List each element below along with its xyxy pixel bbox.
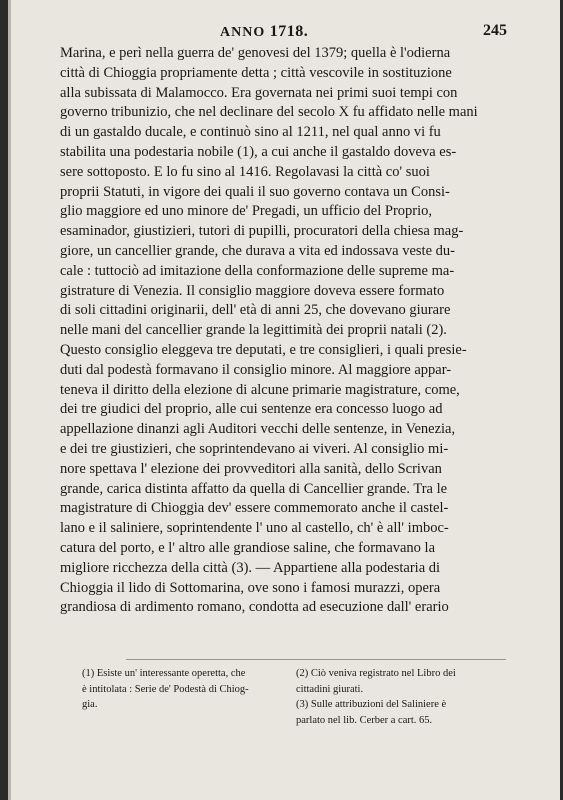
body-line: esaminador, giustizieri, tutori di pupilli, procuratori della chiesa mag- [60,223,464,240]
footnote-line: cittadini giurati. [296,683,364,695]
body-line: sere sottoposto. E lo fu sino al 1416. Regolavasi la città co' suoi [60,163,430,180]
footnote-line: parlato nel lib. Cerber a cart. 65. [296,714,433,726]
body-line: glio maggiore ed uno minore de' Pregadi, un ufficio del Proprio, [60,203,433,220]
body-line: giore, un cancellier grande, che durava a vita ed indossava veste du- [60,242,455,259]
footnote-divider [126,659,506,660]
running-title-year: 1718. [269,23,309,40]
body-line: cale : tuttociò ad imitazione della conformazione delle supreme ma- [60,262,455,279]
body-line: nelle mani del cancellier grande la legittimità dei proprii natali (2). [60,322,447,339]
page-number: 245 [483,22,507,39]
body-line: duti dal podestà formavano il consiglio minore. Al maggiore appar- [60,361,452,378]
footnote-line: (1) Esiste un' interessante operetta, che [82,668,246,679]
footnote-line: (2) Ciò veniva registrato nel Libro dei [296,668,456,679]
body-line: alla subissata di Malamocco. Era governata nei primi suoi tempi con [60,84,458,101]
body-line: migliore ricchezza della città (3). — Appartiene alla podestaria di [60,559,441,576]
footnotes-right [296,666,506,728]
footnote-line: (3) Sulle attribuzioni del Saliniere è [296,699,447,710]
body-line: Questo consiglio eleggeva tre deputati, e tre consiglieri, i quali presie- [60,341,467,358]
footnote-line: gia. [82,699,98,710]
body-line: città di Chioggia propriamente detta ; città vescovile in sostituzione [60,64,452,81]
running-title [220,23,308,41]
body-line: e dei tre giustizieri, che soprintendevano ai viveri. Al consiglio mi- [60,440,449,457]
body-line: di un gastaldo ducale, e continuò sino al 1211, nel qual anno vi fu [60,124,441,141]
body-line: grandiosa di ardimento romano, condotta ad esecuzione dall' erario [60,599,449,616]
book-page [8,0,560,800]
body-line: dei tre giudici del proprio, alle cui sentenze era concesso luogo ad [60,401,443,418]
footnote-line: è intitolata : Serie de' Podestà di Chiog- [82,683,249,695]
body-line: appellazione dinanzi agli Auditori vecchi delle sentenze, in Venezia, [60,421,456,438]
running-title-word: ANNO [220,25,266,40]
page-edge [8,0,11,800]
body-line: magistrature di Chioggia dev' essere commemorato anche il castel- [60,500,449,517]
body-line: gistrature di Venezia. Il consiglio maggiore doveva essere formato [60,282,445,299]
body-line: Chioggia il lido di Sottomarina, ove sono i famosi murazzi, opera [60,579,441,596]
body-line: stabilita una podestaria nobile (1), a cui anche il gastaldo doveva es- [60,143,457,160]
body-line: catura del porto, e l' altro alle grandiose saline, che formavano la [60,539,436,556]
body-line: Marina, e perì nella guerra de' genovesi del 1379; quella è l'odierna [60,45,451,61]
body-line: di soli cittadini originarii, dell' età di anni 25, che dovevano giurare [60,302,451,319]
body-text [60,44,490,618]
body-line: nore spettava l' elezione dei provveditori alla sanità, dello Scrivan [60,460,442,477]
body-line: governo tribunizio, che nel declinare del secolo X fu affidato nelle mani [60,104,478,121]
footnotes-left [82,666,292,713]
body-line: grande, carica distinta affatto da quella di Cancellier grande. Tra le [60,480,448,497]
body-line: lano e il saliniere, soprintendente l' uno al castello, ch' è all' imboc- [60,520,449,537]
body-line: proprii Statuti, in vigore dei quali il suo governo contava un Consi- [60,183,450,200]
body-line: teneva il diritto della elezione di alcune primarie magistrature, come, [60,381,460,398]
